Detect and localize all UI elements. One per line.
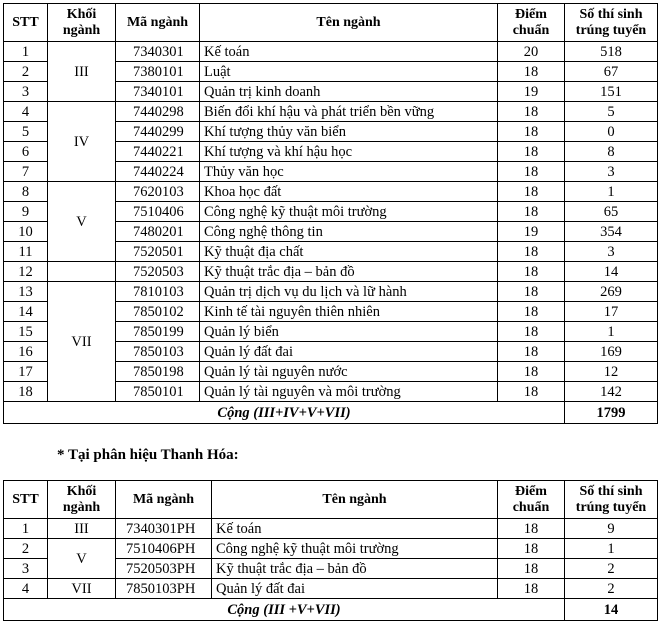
ma-nganh-cell: 7340301 xyxy=(116,42,200,62)
so-thi-sinh-cell: 354 xyxy=(565,222,658,242)
stt-cell: 18 xyxy=(4,382,48,402)
so-thi-sinh-cell: 3 xyxy=(565,242,658,262)
stt-cell: 3 xyxy=(4,559,48,579)
table-row xyxy=(4,282,658,302)
header-so-line2: trúng tuyển xyxy=(575,499,647,515)
table-row xyxy=(4,42,658,62)
ma-nganh-cell: 7850103 xyxy=(116,342,200,362)
section-heading-thanh-hoa: * Tại phân hiệu Thanh Hóa: xyxy=(57,447,239,463)
total-value: 14 xyxy=(565,599,658,621)
header-so-line1: Số thí sinh xyxy=(579,6,643,22)
diem-chuan-cell: 18 xyxy=(498,539,565,559)
group-cell: III xyxy=(48,519,116,539)
admission-table-main xyxy=(3,3,658,424)
stt-cell: 2 xyxy=(4,539,48,559)
stt-cell: 12 xyxy=(4,262,48,282)
ma-nganh-cell: 7480201 xyxy=(116,222,200,242)
ma-nganh-cell: 7850103PH xyxy=(116,579,212,599)
header-khoi-nganh xyxy=(48,4,116,42)
stt-cell: 8 xyxy=(4,182,48,202)
group-cell: III xyxy=(48,42,116,102)
ten-nganh-cell: Khí tượng và khí hậu học xyxy=(200,142,498,162)
so-thi-sinh-cell: 17 xyxy=(565,302,658,322)
header-ten-nganh: Tên ngành xyxy=(212,481,498,519)
diem-chuan-cell: 18 xyxy=(498,122,565,142)
so-thi-sinh-cell: 0 xyxy=(565,122,658,142)
so-thi-sinh-cell: 9 xyxy=(565,519,658,539)
header-khoi-line1: Khối xyxy=(66,6,97,22)
diem-chuan-cell: 18 xyxy=(498,62,565,82)
ten-nganh-cell: Luật xyxy=(200,62,498,82)
header-diem-chuan xyxy=(498,481,565,519)
stt-cell: 13 xyxy=(4,282,48,302)
so-thi-sinh-cell: 518 xyxy=(565,42,658,62)
ten-nganh-cell: Công nghệ kỹ thuật môi trường xyxy=(200,202,498,222)
diem-chuan-cell: 18 xyxy=(498,322,565,342)
admission-table-thanh-hoa xyxy=(3,480,658,621)
stt-cell: 3 xyxy=(4,82,48,102)
so-thi-sinh-cell: 67 xyxy=(565,62,658,82)
ma-nganh-cell: 7340301PH xyxy=(116,519,212,539)
diem-chuan-cell: 18 xyxy=(498,282,565,302)
header-ma-nganh: Mã ngành xyxy=(116,4,200,42)
ten-nganh-cell: Kế toán xyxy=(212,519,498,539)
ma-nganh-cell: 7810103 xyxy=(116,282,200,302)
ma-nganh-cell: 7510406 xyxy=(116,202,200,222)
diem-chuan-cell: 18 xyxy=(498,559,565,579)
ten-nganh-cell: Khí tượng thủy văn biển xyxy=(200,122,498,142)
stt-cell: 1 xyxy=(4,519,48,539)
stt-cell: 14 xyxy=(4,302,48,322)
diem-chuan-cell: 18 xyxy=(498,342,565,362)
ten-nganh-cell: Công nghệ thông tin xyxy=(200,222,498,242)
diem-chuan-cell: 18 xyxy=(498,182,565,202)
ten-nganh-cell: Quản trị dịch vụ du lịch và lữ hành xyxy=(200,282,498,302)
ma-nganh-cell: 7620103 xyxy=(116,182,200,202)
diem-chuan-cell: 18 xyxy=(498,519,565,539)
so-thi-sinh-cell: 142 xyxy=(565,382,658,402)
diem-chuan-cell: 18 xyxy=(498,382,565,402)
header-diem-chuan xyxy=(498,4,565,42)
header-so-thi-sinh xyxy=(565,4,658,42)
diem-chuan-cell: 19 xyxy=(498,222,565,242)
so-thi-sinh-cell: 14 xyxy=(565,262,658,282)
ten-nganh-cell: Kinh tế tài nguyên thiên nhiên xyxy=(200,302,498,322)
diem-chuan-cell: 20 xyxy=(498,42,565,62)
group-cell xyxy=(48,262,116,282)
header-khoi-line2: ngành xyxy=(62,499,101,515)
group-cell: VII xyxy=(48,579,116,599)
ma-nganh-cell: 7340101 xyxy=(116,82,200,102)
stt-cell: 17 xyxy=(4,362,48,382)
header-stt: STT xyxy=(4,481,48,519)
stt-cell: 9 xyxy=(4,202,48,222)
so-thi-sinh-cell: 1 xyxy=(565,322,658,342)
so-thi-sinh-cell: 1 xyxy=(565,539,658,559)
ma-nganh-cell: 7520501 xyxy=(116,242,200,262)
diem-chuan-cell: 18 xyxy=(498,262,565,282)
group-cell: VII xyxy=(48,282,116,402)
ten-nganh-cell: Quản lý tài nguyên nước xyxy=(200,362,498,382)
group-cell: V xyxy=(48,182,116,262)
header-ten-nganh: Tên ngành xyxy=(200,4,498,42)
stt-cell: 6 xyxy=(4,142,48,162)
so-thi-sinh-cell: 5 xyxy=(565,102,658,122)
header-diem-line1: Điểm xyxy=(515,483,547,499)
table-row xyxy=(4,102,658,122)
header-diem-line1: Điểm xyxy=(515,6,547,22)
ten-nganh-cell: Kỹ thuật trắc địa – bản đồ xyxy=(200,262,498,282)
header-so-line2: trúng tuyển xyxy=(575,22,647,38)
stt-cell: 4 xyxy=(4,102,48,122)
ten-nganh-cell: Biến đổi khí hậu và phát triển bền vững xyxy=(200,102,498,122)
table-row xyxy=(4,579,658,599)
ma-nganh-cell: 7440299 xyxy=(116,122,200,142)
so-thi-sinh-cell: 269 xyxy=(565,282,658,302)
table-row xyxy=(4,182,658,202)
header-ma-nganh: Mã ngành xyxy=(116,481,212,519)
header-khoi-line2: ngành xyxy=(62,22,101,38)
ma-nganh-cell: 7440221 xyxy=(116,142,200,162)
diem-chuan-cell: 18 xyxy=(498,202,565,222)
ma-nganh-cell: 7520503PH xyxy=(116,559,212,579)
ten-nganh-cell: Quản lý tài nguyên và môi trường xyxy=(200,382,498,402)
so-thi-sinh-cell: 2 xyxy=(565,579,658,599)
diem-chuan-cell: 18 xyxy=(498,579,565,599)
so-thi-sinh-cell: 151 xyxy=(565,82,658,102)
total-label: Cộng (III+IV+V+VII) xyxy=(4,402,565,424)
diem-chuan-cell: 18 xyxy=(498,102,565,122)
table-row xyxy=(4,539,658,559)
stt-cell: 1 xyxy=(4,42,48,62)
ma-nganh-cell: 7510406PH xyxy=(116,539,212,559)
diem-chuan-cell: 18 xyxy=(498,302,565,322)
table-row xyxy=(4,519,658,539)
diem-chuan-cell: 18 xyxy=(498,162,565,182)
stt-cell: 2 xyxy=(4,62,48,82)
stt-cell: 15 xyxy=(4,322,48,342)
ten-nganh-cell: Quản lý biển xyxy=(200,322,498,342)
header-diem-line2: chuẩn xyxy=(512,499,550,515)
ten-nganh-cell: Công nghệ kỹ thuật môi trường xyxy=(212,539,498,559)
ten-nganh-cell: Quản trị kinh doanh xyxy=(200,82,498,102)
total-value: 1799 xyxy=(565,402,658,424)
table-row xyxy=(4,262,658,282)
stt-cell: 4 xyxy=(4,579,48,599)
so-thi-sinh-cell: 12 xyxy=(565,362,658,382)
ma-nganh-cell: 7850102 xyxy=(116,302,200,322)
diem-chuan-cell: 19 xyxy=(498,82,565,102)
stt-cell: 7 xyxy=(4,162,48,182)
group-cell: V xyxy=(48,539,116,579)
stt-cell: 11 xyxy=(4,242,48,262)
so-thi-sinh-cell: 2 xyxy=(565,559,658,579)
ma-nganh-cell: 7520503 xyxy=(116,262,200,282)
header-khoi-nganh xyxy=(48,481,116,519)
ten-nganh-cell: Kế toán xyxy=(200,42,498,62)
ten-nganh-cell: Quản lý đất đai xyxy=(212,579,498,599)
so-thi-sinh-cell: 3 xyxy=(565,162,658,182)
header-stt: STT xyxy=(4,4,48,42)
ma-nganh-cell: 7380101 xyxy=(116,62,200,82)
ten-nganh-cell: Quản lý đất đai xyxy=(200,342,498,362)
header-diem-line2: chuẩn xyxy=(512,22,550,38)
stt-cell: 5 xyxy=(4,122,48,142)
stt-cell: 16 xyxy=(4,342,48,362)
ma-nganh-cell: 7850198 xyxy=(116,362,200,382)
so-thi-sinh-cell: 8 xyxy=(565,142,658,162)
ten-nganh-cell: Thủy văn học xyxy=(200,162,498,182)
group-cell: IV xyxy=(48,102,116,182)
ma-nganh-cell: 7440298 xyxy=(116,102,200,122)
diem-chuan-cell: 18 xyxy=(498,142,565,162)
total-label: Cộng (III +V+VII) xyxy=(4,599,565,621)
ten-nganh-cell: Kỹ thuật trắc địa – bản đồ xyxy=(212,559,498,579)
header-khoi-line1: Khối xyxy=(66,483,97,499)
ten-nganh-cell: Khoa học đất xyxy=(200,182,498,202)
so-thi-sinh-cell: 169 xyxy=(565,342,658,362)
ten-nganh-cell: Kỹ thuật địa chất xyxy=(200,242,498,262)
stt-cell: 10 xyxy=(4,222,48,242)
header-so-line1: Số thí sinh xyxy=(579,483,643,499)
so-thi-sinh-cell: 65 xyxy=(565,202,658,222)
ma-nganh-cell: 7440224 xyxy=(116,162,200,182)
header-so-thi-sinh xyxy=(565,481,658,519)
ma-nganh-cell: 7850101 xyxy=(116,382,200,402)
diem-chuan-cell: 18 xyxy=(498,362,565,382)
diem-chuan-cell: 18 xyxy=(498,242,565,262)
so-thi-sinh-cell: 1 xyxy=(565,182,658,202)
ma-nganh-cell: 7850199 xyxy=(116,322,200,342)
